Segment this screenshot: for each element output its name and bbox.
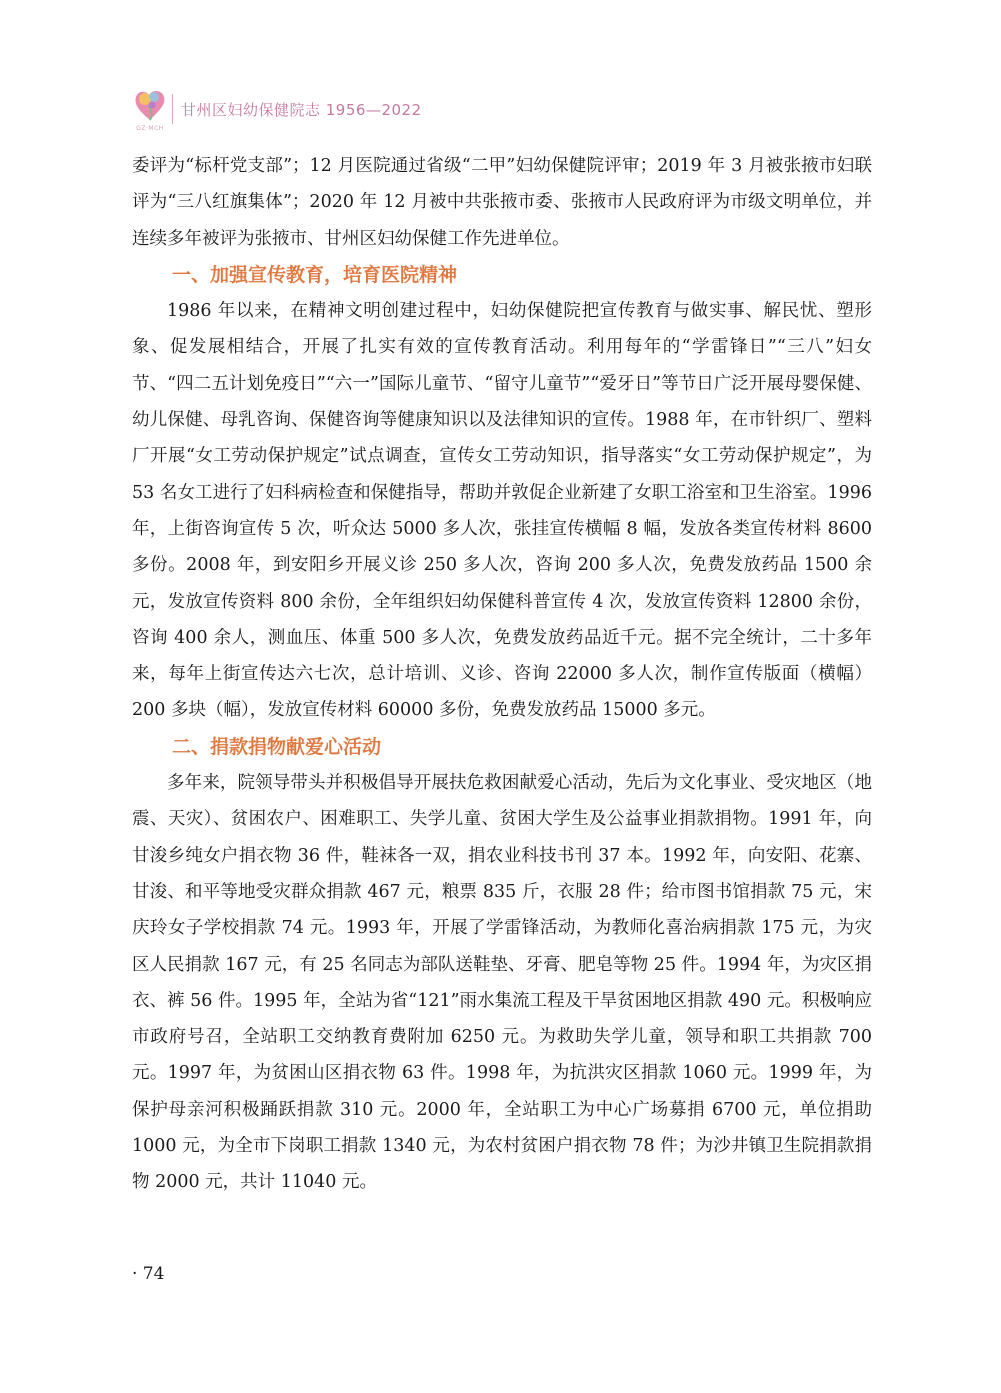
page-body xyxy=(132,148,872,1201)
paragraph-continued: 委评为“标杆党支部”；12 月医院通过省级“二甲”妇幼保健院评审；2019 年 3 月被张掖市妇联评为“三八红旗集体”；2020 年 12 月被中共张掖市委、张掖市人民政府评为市级文明单位，并连续多年被评为张掖市、甘州区妇幼保健工作先进单位。 xyxy=(132,156,872,249)
page-header xyxy=(132,86,422,132)
logo-caption: GZ·MCH xyxy=(136,125,164,132)
section-heading-donations: 二、捐款捐物献爱心活动 xyxy=(172,735,382,758)
section-heading-publicity: 一、加强宣传教育，培育医院精神 xyxy=(172,263,458,286)
running-header-title: 甘州区妇幼保健院志 1956—2022 xyxy=(181,100,422,119)
paragraph-donations: 多年来，院领导带头并积极倡导开展扶危救困献爱心活动，先后为文化事业、受灾地区（地震、天灾）、贫困农户、困难职工、失学儿童、贫困大学生及公益事业捐款捐物。1991 年，向甘浚乡纯女户捐衣物 36 件，鞋袜各一双，捐农业科技书刊 37 本。1992 年，向安阳、花寨、甘浚、和平等地受灾群众捐款 467 元，粮票 835 斤，衣服 28 件；给市图书馆捐款 75 元，宋庆玲女子学校捐款 74 元。1993 年，开展了学雷锋活动，为教师化喜治病捐款 175 元，为灾区人民捐款 167 元，有 25 名同志为部队送鞋垫、牙膏、肥皂等物 25 件。1994 年，为灾区捐衣、裤 56 件。1995 年，全站为省“121”雨水集流工程及干旱贫困地区捐款 490 元。积极响应市政府号召，全站职工交纳教育费附加 6250 元。为救助失学儿童，领导和职工共捐款 700 元。1997 年，为贫困山区捐衣物 63 件。1998 年，为抗洪灾区捐款 1060 元。1999 年，为保护母亲河积极踊跃捐款 310 元。2000 年，全站职工为中心广场募捐 6700 元，单位捐助 1000 元，为全市下岗职工捐款 1340 元，为农村贫困户捐衣物 78 件；为沙井镇卫生院捐款捐物 2000 元，共计 11040 元。 xyxy=(132,773,872,1193)
paragraph-publicity: 1986 年以来，在精神文明创建过程中，妇幼保健院把宣传教育与做实事、解民忧、塑形象、促发展相结合，开展了扎实有效的宣传教育活动。利用每年的“学雷锋日”“三八”妇女节、“四二五计划免疫日”“六一”国际儿童节、“留守儿童节”“爱牙日”等节日广泛开展母婴保健、幼儿保健、母乳咨询、保健咨询等健康知识以及法律知识的宣传。1988 年，在市针织厂、塑料厂开展“女工劳动保护规定”试点调查，宣传女工劳动知识，指导落实“女工劳动保护规定”，为 53 名女工进行了妇科病检查和保健指导，帮助并敦促企业新建了女职工浴室和卫生浴室。1996 年，上街咨询宣传 5 次，听众达 5000 多人次，张挂宣传横幅 8 幅，发放各类宣传材料 8600 多份。2008 年，到安阳乡开展义诊 250 多人次，咨询 200 多人次，免费发放药品 1500 余元，发放宣传资料 800 余份，全年组织妇幼保健科普宣传 4 次，发放宣传资料 12800 余份，咨询 400 余人，测血压、体重 500 多人次，免费发放药品近千元。据不完全统计，二十多年来，每年上街宣传达六七次，总计培训、义诊、咨询 22000 多人次，制作宣传版面（横幅）200 多块（幅），发放宣传材料 60000 多份，免费发放药品 15000 多元。 xyxy=(132,301,872,721)
header-divider xyxy=(172,94,173,124)
page-number: · 74 xyxy=(132,1264,165,1284)
heart-flower-logo-icon xyxy=(132,86,168,132)
